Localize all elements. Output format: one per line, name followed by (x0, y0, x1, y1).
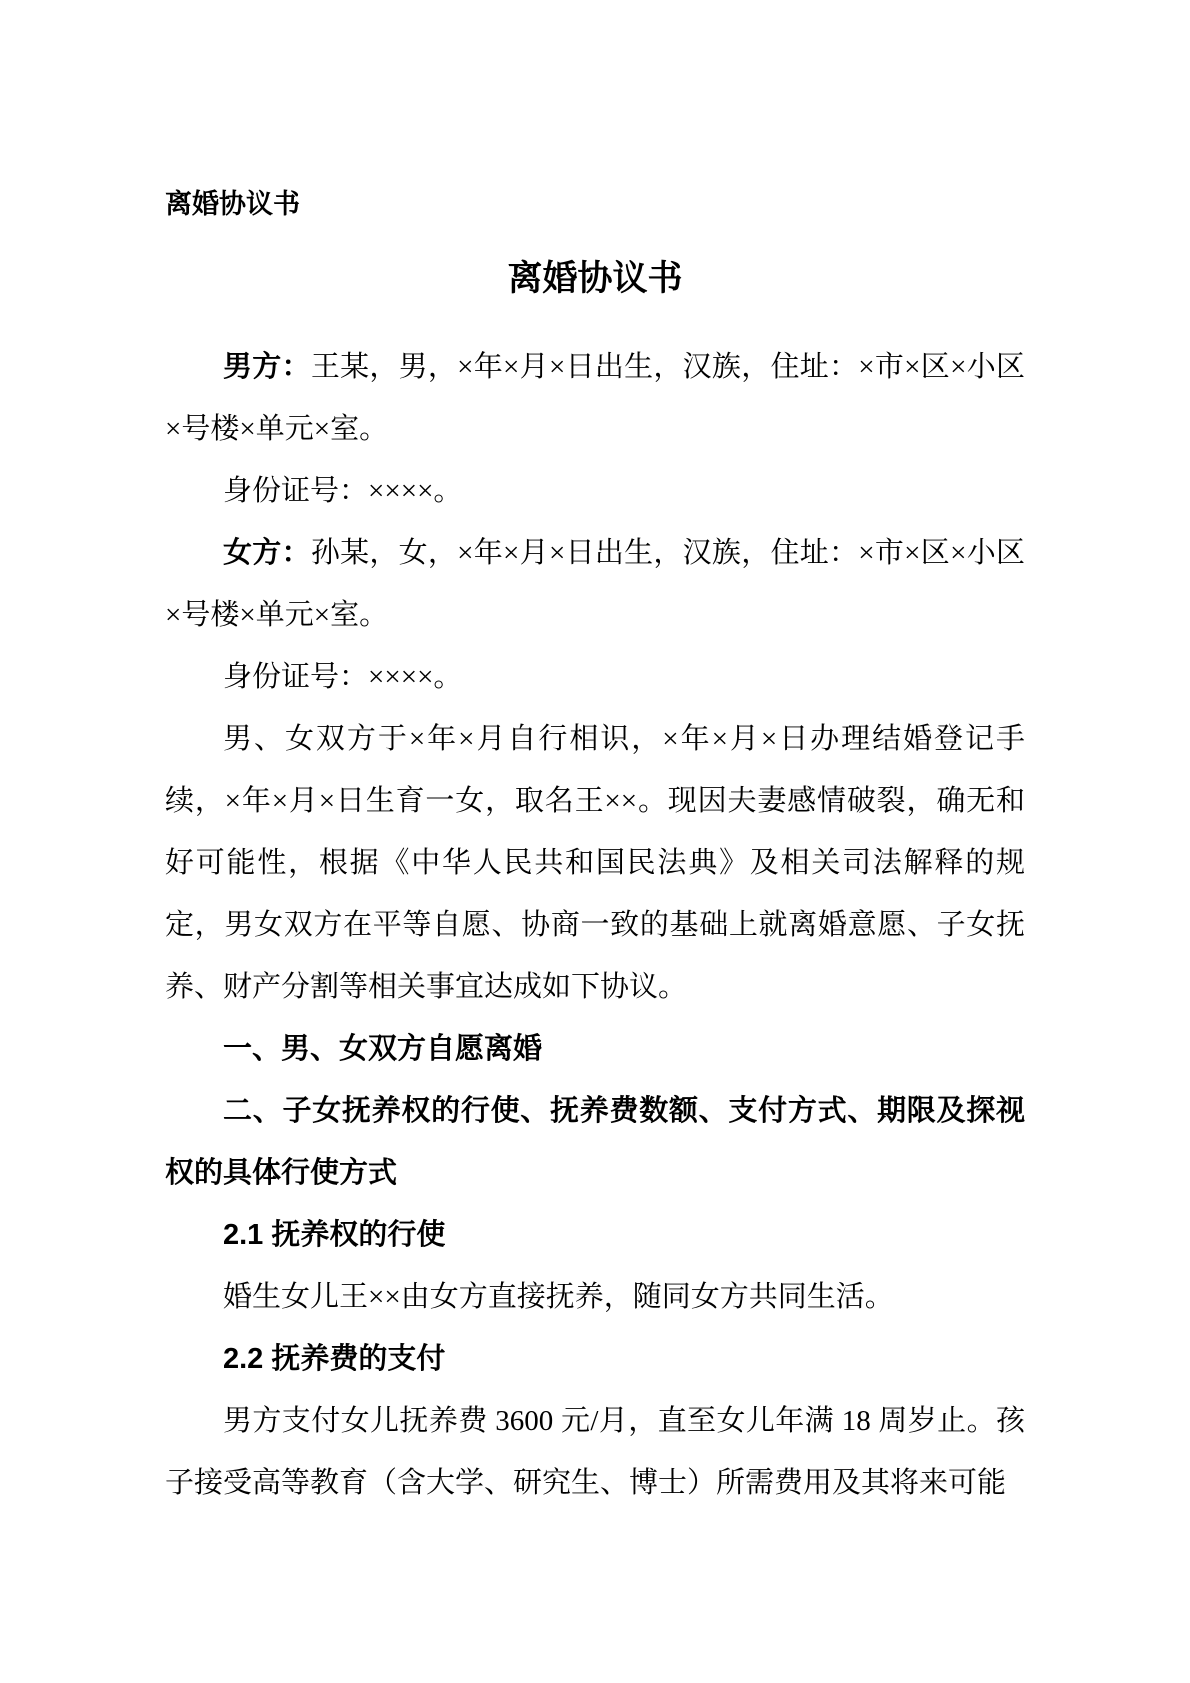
section-heading-1-voluntary-divorce: 一、男、女双方自愿离婚 (223, 1033, 543, 1065)
paragraph-custody-arrangement: 婚生女儿王××由女方直接抚养，随同女方共同生活。 (223, 1281, 894, 1313)
female-party-info: 孙某，女，×年×月×日出生，汉族，住址：×市×区×小区×号楼×单元×室。 (165, 537, 1025, 631)
paragraph-female-id-number: 身份证号：××××。 (223, 661, 463, 693)
paragraph-female-party (165, 522, 1025, 646)
section-heading-2-child-custody: 二、子女抚养权的行使、抚养费数额、支付方式、期限及探视权的具体行使方式 (165, 1095, 1025, 1189)
subsection-heading-2-2-support-payment: 2.2 抚养费的支付 (223, 1343, 446, 1375)
paragraph-support-payment-details: 男方支付女儿抚养费 3600 元/月，直至女儿年满 18 周岁止。孩子接受高等教育（含大学、研究生、博士）所需费用及其将来可能 (165, 1405, 1025, 1499)
subsection-heading-2-1-custody-exercise: 2.1 抚养权的行使 (223, 1219, 446, 1251)
male-party-label: 男方： (223, 351, 311, 383)
female-party-label: 女方： (223, 537, 311, 569)
document-title: 离婚协议书 (507, 259, 683, 298)
male-party-info: 王某，男，×年×月×日出生，汉族，住址：×市×区×小区×号楼×单元×室。 (165, 351, 1025, 445)
document-header: 离婚协议书 (165, 189, 300, 219)
paragraph-male-id-number: 身份证号：××××。 (223, 475, 463, 507)
paragraph-male-party (165, 336, 1025, 460)
paragraph-preamble: 男、女双方于×年×月自行相识，×年×月×日办理结婚登记手续，×年×月×日生育一女，取名王××。现因夫妻感情破裂，确无和好可能性，根据《中华人民共和国民法典》及相关司法解释的规定，男女双方在平等自愿、协商一致的基础上就离婚意愿、子女抚养、财产分割等相关事宜达成如下协议。 (165, 723, 1025, 1003)
